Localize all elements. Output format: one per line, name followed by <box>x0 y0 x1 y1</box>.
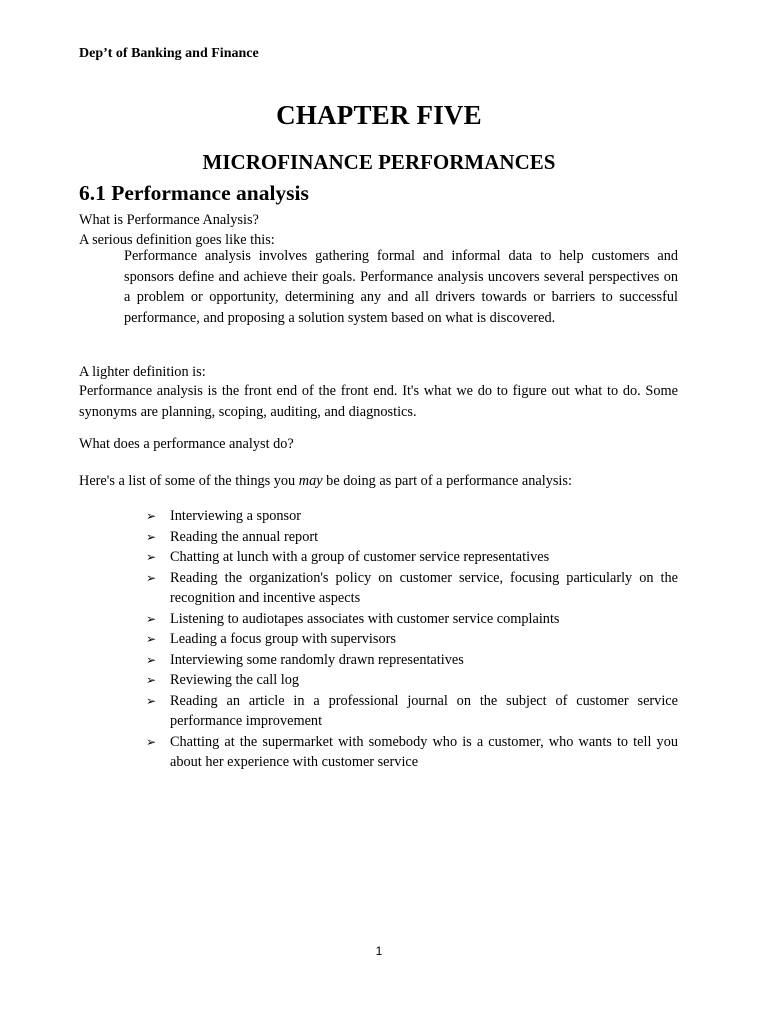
list-item-text: Chatting at lunch with a group of customer service representatives <box>170 549 550 565</box>
list-item <box>146 650 678 671</box>
lighter-definition-label: A lighter definition is: <box>79 364 206 380</box>
list-item-text: Interviewing a sponsor <box>170 508 302 524</box>
page-number: 1 <box>375 944 383 958</box>
definition-question: What is Performance Analysis? <box>79 212 259 228</box>
list-item-text: Listening to audiotapes associates with customer service complaints <box>170 610 560 627</box>
arrow-bullet-icon: ➢ <box>146 632 157 646</box>
lighter-definition-paragraph: Performance analysis is the front end of the front end. It's what we do to figure out what to do. Some synonyms are planning, scoping, auditing, and diagnostics. <box>79 383 678 420</box>
arrow-bullet-icon: ➢ <box>146 734 157 749</box>
arrow-bullet-icon: ➢ <box>146 611 157 626</box>
list-item <box>146 691 678 732</box>
analyst-question: What does a performance analyst do? <box>79 436 294 452</box>
list-item-text: Reviewing the call log <box>170 672 300 688</box>
list-item-text: Reading the annual report <box>170 528 319 545</box>
list-item-text: Reading the organization's policy on customer service, focusing particularly on the recognition and incentive aspects <box>170 569 678 606</box>
list-item <box>146 527 678 548</box>
list-item-text: Leading a focus group with supervisors <box>170 631 396 647</box>
list-intro-after: be doing as part of a performance analysis: <box>322 473 572 489</box>
list-item <box>146 629 678 650</box>
list-item-text: Chatting at the supermarket with somebody who is a customer, who wants to tell you about her experience with customer service <box>170 733 678 770</box>
list-item <box>146 506 678 527</box>
list-item <box>146 609 678 630</box>
page-header: Dep’t of Banking and Finance <box>79 46 259 61</box>
serious-definition-block: Performance analysis involves gathering formal and informal data to help customers and sponsors define and achieve their goals. Performance analysis uncovers several perspectives on a problem or opportunity, determining any and all drivers towards or barriers to successful performance, and proposing a solution system based on what is discovered. <box>124 248 678 326</box>
chapter-subtitle: MICROFINANCE PERFORMANCES <box>202 150 556 174</box>
list-item <box>146 670 678 691</box>
list-item-text: Reading an article in a professional journal on the subject of customer service performance improvement <box>170 692 678 729</box>
list-intro <box>79 471 572 492</box>
arrow-bullet-icon: ➢ <box>146 550 157 564</box>
arrow-bullet-icon: ➢ <box>146 529 157 544</box>
arrow-bullet-icon: ➢ <box>146 673 157 687</box>
arrow-bullet-icon: ➢ <box>146 509 157 523</box>
list-intro-emphasis: may <box>298 473 323 489</box>
list-item-text: Interviewing some randomly drawn representatives <box>170 651 464 668</box>
arrow-bullet-icon: ➢ <box>146 693 157 708</box>
list-item <box>146 547 678 568</box>
chapter-title: CHAPTER FIVE <box>276 100 482 130</box>
list-item <box>146 732 678 773</box>
list-intro-before: Here's a list of some of the things you <box>79 473 299 489</box>
arrow-bullet-icon: ➢ <box>146 652 157 667</box>
activity-list <box>146 506 678 773</box>
serious-definition-label: A serious definition goes like this: <box>79 232 275 248</box>
section-heading: 6.1 Performance analysis <box>79 181 309 205</box>
arrow-bullet-icon: ➢ <box>146 570 157 585</box>
list-item <box>146 568 678 609</box>
